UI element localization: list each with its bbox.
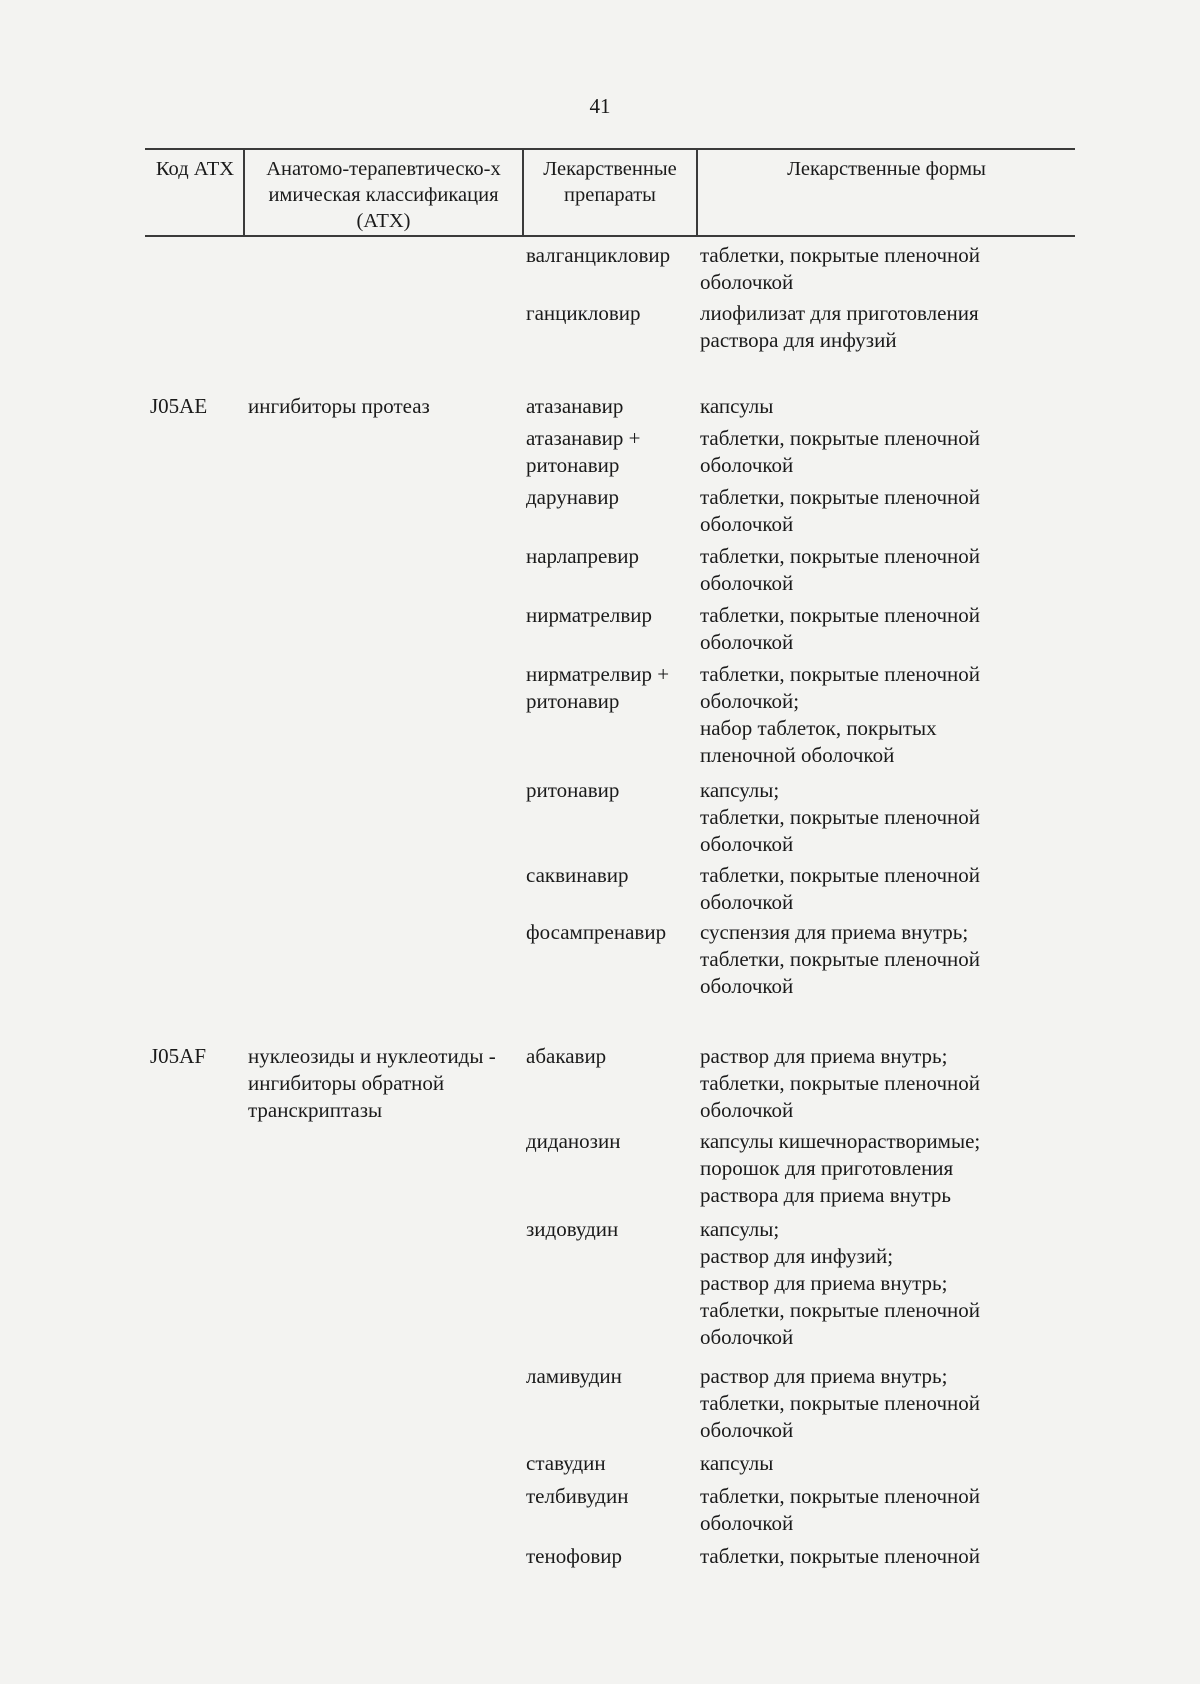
- dosage-form: раствора для приема внутрь: [700, 1183, 951, 1207]
- dosage-form: раствора для инфузий: [700, 328, 897, 352]
- dosage-form: лиофилизат для приготовления: [700, 301, 979, 325]
- dosage-form: оболочкой: [700, 1418, 794, 1442]
- dosage-form: набор таблеток, покрытых: [700, 716, 937, 740]
- dosage-form: таблетки, покрытые пленочной: [700, 1071, 981, 1095]
- atc-classification: ингибиторы протеаз: [248, 394, 430, 418]
- dosage-form: таблетки, покрытые пленочной: [700, 544, 981, 568]
- dosage-form: раствор для приема внутрь;: [700, 1364, 948, 1388]
- table-header-top-rule: [145, 148, 1075, 150]
- dosage-form: оболочкой: [700, 832, 794, 856]
- dosage-form: капсулы кишечнорастворимые;: [700, 1129, 981, 1153]
- dosage-form: капсулы;: [700, 778, 780, 802]
- atc-classification: нуклеозиды и нуклеотиды -: [248, 1044, 496, 1068]
- dosage-form: таблетки, покрытые пленочной: [700, 805, 981, 829]
- drug-name: валганцикловир: [526, 243, 671, 267]
- dosage-form: оболочкой: [700, 1511, 794, 1535]
- dosage-form: таблетки, покрытые пленочной: [700, 426, 981, 450]
- dosage-form: раствор для приема внутрь;: [700, 1271, 948, 1295]
- drug-name: ламивудин: [526, 1364, 622, 1388]
- dosage-form: оболочкой;: [700, 689, 800, 713]
- header-classification: Анатомо-терапевтическо-х имическая классификация (АТХ): [266, 158, 501, 232]
- atc-code: J05AF: [150, 1044, 207, 1068]
- drug-name: ганцикловир: [526, 301, 641, 325]
- header-drugs: Лекарственные препараты: [543, 158, 677, 206]
- dosage-form: таблетки, покрытые пленочной: [700, 863, 981, 887]
- dosage-form: таблетки, покрытые пленочной: [700, 1544, 981, 1568]
- dosage-form: таблетки, покрытые пленочной: [700, 1484, 981, 1508]
- dosage-form: капсулы: [700, 394, 774, 418]
- dosage-form: капсулы: [700, 1451, 774, 1475]
- drug-name: фосампренавир: [526, 920, 667, 944]
- dosage-form: раствор для приема внутрь;: [700, 1044, 948, 1068]
- page-number: 41: [589, 94, 611, 118]
- drug-name: диданозин: [526, 1129, 621, 1153]
- dosage-form: порошок для приготовления: [700, 1156, 954, 1180]
- dosage-form: суспензия для приема внутрь;: [700, 920, 969, 944]
- drug-name: телбивудин: [526, 1484, 629, 1508]
- drug-name: дарунавир: [526, 485, 619, 509]
- table-header-bottom-rule: [145, 235, 1075, 237]
- dosage-form: таблетки, покрытые пленочной: [700, 243, 981, 267]
- drug-name: нирматрелвир: [526, 603, 652, 627]
- dosage-form: раствор для инфузий;: [700, 1244, 894, 1268]
- drug-name: саквинавир: [526, 863, 629, 887]
- drug-name: абакавир: [526, 1044, 607, 1068]
- dosage-form: оболочкой: [700, 890, 794, 914]
- dosage-form: таблетки, покрытые пленочной: [700, 485, 981, 509]
- dosage-form: таблетки, покрытые пленочной: [700, 662, 981, 686]
- drug-name: ритонавир: [526, 689, 620, 713]
- drug-name: тенофовир: [526, 1544, 622, 1568]
- atc-classification: ингибиторы обратной: [248, 1071, 445, 1095]
- drug-name: ритонавир: [526, 453, 620, 477]
- dosage-form: оболочкой: [700, 1325, 794, 1349]
- drug-name: атазанавир +: [526, 426, 641, 450]
- dosage-form: оболочкой: [700, 512, 794, 536]
- header-code: Код АТХ: [155, 158, 235, 180]
- drug-name: атазанавир: [526, 394, 624, 418]
- dosage-form: капсулы;: [700, 1217, 780, 1241]
- dosage-form: оболочкой: [700, 453, 794, 477]
- dosage-form: таблетки, покрытые пленочной: [700, 603, 981, 627]
- dosage-form: таблетки, покрытые пленочной: [700, 1391, 981, 1415]
- atc-code: J05AE: [150, 394, 208, 418]
- dosage-form: таблетки, покрытые пленочной: [700, 1298, 981, 1322]
- dosage-form: оболочкой: [700, 1098, 794, 1122]
- drug-name: нирматрелвир +: [526, 662, 670, 686]
- dosage-form: оболочкой: [700, 571, 794, 595]
- dosage-form: таблетки, покрытые пленочной: [700, 947, 981, 971]
- dosage-form: оболочкой: [700, 974, 794, 998]
- dosage-form: оболочкой: [700, 270, 794, 294]
- drug-name: зидовудин: [526, 1217, 619, 1241]
- drug-name: ритонавир: [526, 778, 620, 802]
- dosage-form: оболочкой: [700, 630, 794, 654]
- header-forms: Лекарственные формы: [787, 158, 986, 180]
- dosage-form: пленочной оболочкой: [700, 743, 895, 767]
- drug-name: ставудин: [526, 1451, 606, 1475]
- drug-name: нарлапревир: [526, 544, 640, 568]
- atc-classification: транскриптазы: [248, 1098, 383, 1122]
